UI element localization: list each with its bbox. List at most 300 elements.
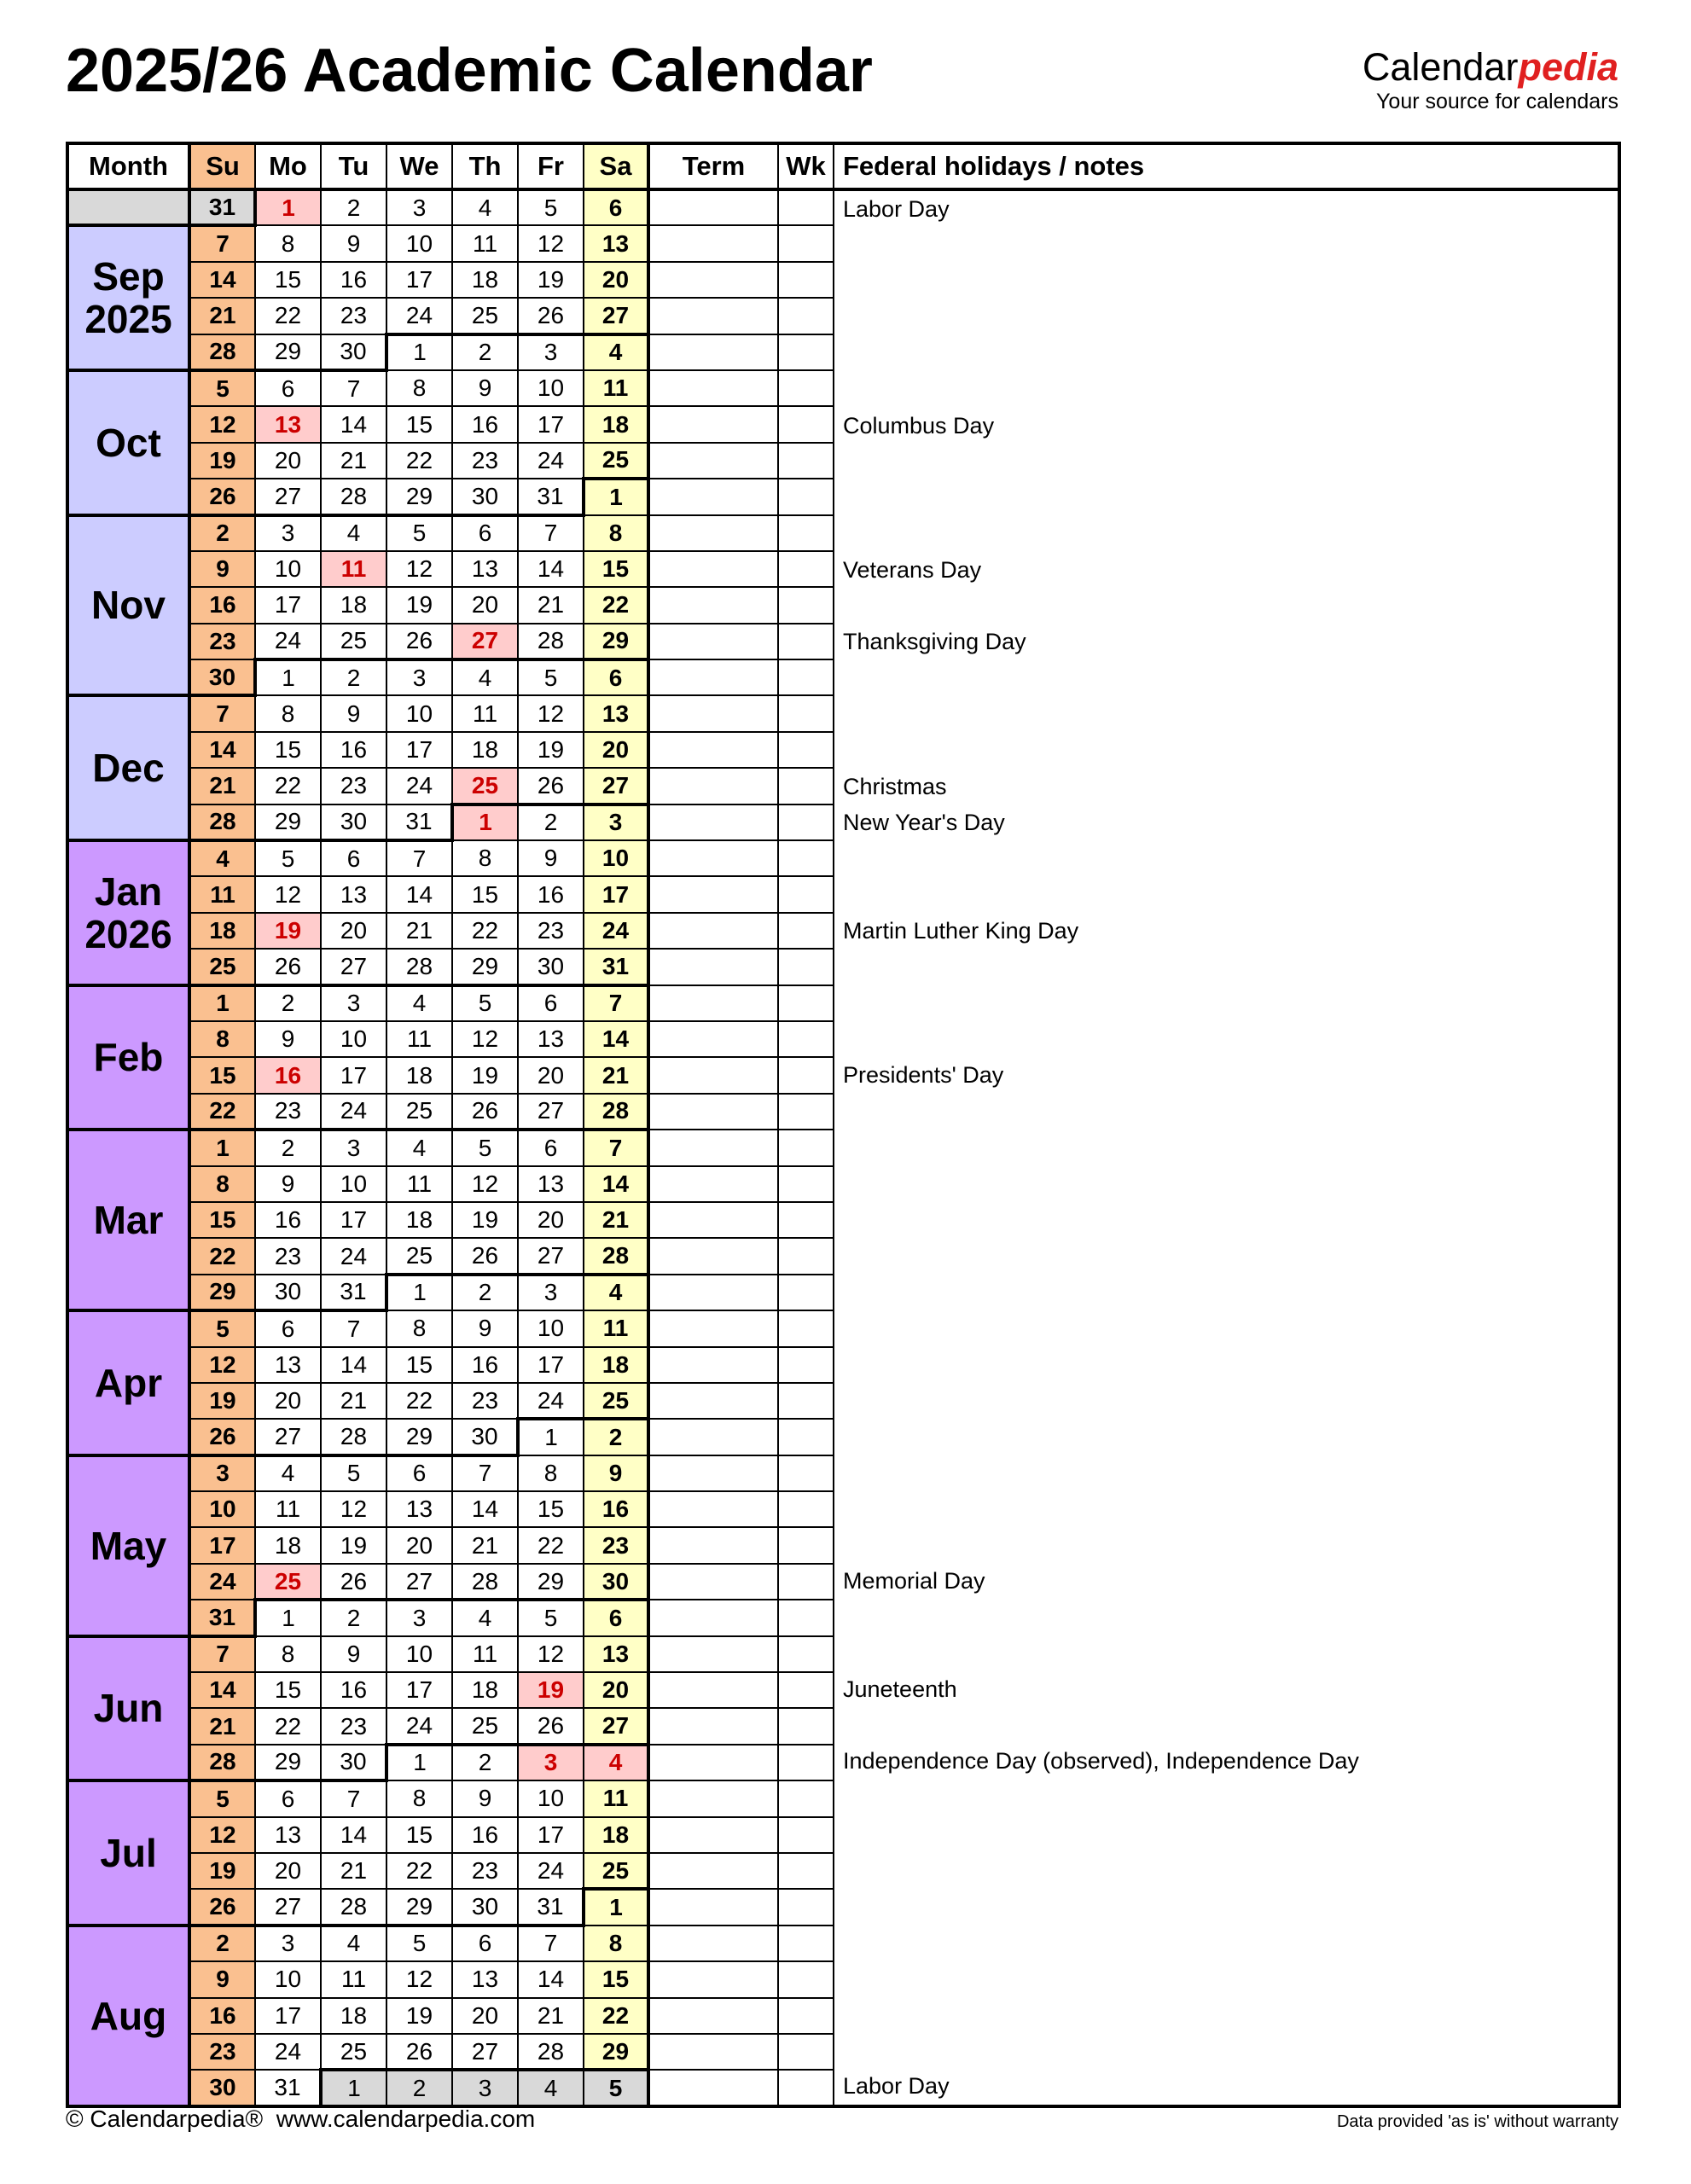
- day-cell: 23: [255, 1238, 321, 1274]
- day-cell: 31: [584, 949, 648, 985]
- month-label-line: Dec: [92, 746, 165, 791]
- day-cell: 5: [452, 985, 518, 1021]
- month-label-blank: [67, 189, 189, 225]
- day-cell: 23: [452, 443, 518, 479]
- day-cell: 13: [584, 1636, 648, 1672]
- day-cell: 28: [452, 1564, 518, 1600]
- day-cell: 12: [255, 876, 321, 912]
- day-cell: 26: [189, 1889, 255, 1925]
- day-cell: 25: [386, 1238, 452, 1274]
- day-cell: 19: [518, 1672, 584, 1708]
- day-cell: 2: [386, 2070, 452, 2106]
- day-cell: 22: [452, 913, 518, 949]
- day-cell: 25: [452, 1708, 518, 1744]
- day-cell: 19: [386, 587, 452, 623]
- day-cell: 23: [255, 1094, 321, 1130]
- day-cell: 2: [518, 804, 584, 840]
- day-cell: 31: [189, 1600, 255, 1635]
- term-cell: [648, 913, 778, 949]
- term-cell: [648, 1527, 778, 1563]
- day-cell: 22: [386, 1853, 452, 1889]
- day-cell: 26: [518, 298, 584, 334]
- day-cell: 26: [189, 1419, 255, 1455]
- day-cell: 6: [255, 370, 321, 406]
- day-cell: 7: [584, 1130, 648, 1165]
- day-cell: 20: [255, 1383, 321, 1419]
- day-cell: 8: [189, 1021, 255, 1057]
- day-cell: 11: [255, 1491, 321, 1527]
- term-cell: [648, 1745, 778, 1780]
- day-cell: 30: [518, 949, 584, 985]
- day-cell: 30: [321, 334, 386, 370]
- week-number-cell: [778, 949, 834, 985]
- day-cell: 11: [584, 370, 648, 406]
- day-cell: 3: [518, 1275, 584, 1310]
- day-cell: 9: [321, 1636, 386, 1672]
- day-cell: 27: [584, 298, 648, 334]
- day-cell: 24: [518, 443, 584, 479]
- day-cell: 2: [321, 659, 386, 695]
- day-cell: 4: [452, 1600, 518, 1635]
- day-cell: 5: [189, 370, 255, 406]
- term-cell: [648, 804, 778, 840]
- day-cell: 4: [452, 659, 518, 695]
- day-cell: 22: [584, 587, 648, 623]
- day-cell: 7: [321, 370, 386, 406]
- day-cell: 25: [452, 768, 518, 804]
- week-number-cell: [778, 189, 834, 225]
- week-number-cell: [778, 1780, 834, 1816]
- day-cell: 29: [386, 1419, 452, 1455]
- day-cell: 28: [189, 804, 255, 840]
- day-cell: 9: [255, 1021, 321, 1057]
- holiday-note: Presidents' Day: [843, 1062, 1004, 1089]
- day-cell: 11: [452, 1636, 518, 1672]
- day-cell: 3: [321, 985, 386, 1021]
- day-cell: 21: [584, 1202, 648, 1238]
- day-cell: 31: [255, 2070, 321, 2106]
- day-cell: 21: [518, 1998, 584, 2034]
- col-header-saturday: Sa: [584, 143, 648, 189]
- day-cell: 27: [386, 1564, 452, 1600]
- week-number-cell: [778, 1889, 834, 1925]
- day-cell: 4: [584, 334, 648, 370]
- day-cell: 15: [386, 1347, 452, 1383]
- day-cell: 11: [386, 1166, 452, 1202]
- day-cell: 13: [386, 1491, 452, 1527]
- logo-wordmark: [1363, 47, 1618, 87]
- day-cell: 6: [584, 1600, 648, 1635]
- week-number-cell: [778, 334, 834, 370]
- week-number-cell: [778, 1202, 834, 1238]
- day-cell: 15: [255, 1672, 321, 1708]
- day-cell: 16: [518, 876, 584, 912]
- day-cell: 19: [189, 443, 255, 479]
- term-cell: [648, 334, 778, 370]
- day-cell: 20: [386, 1527, 452, 1563]
- day-cell: 13: [321, 876, 386, 912]
- day-cell: 29: [518, 1564, 584, 1600]
- day-cell: 10: [255, 1961, 321, 1997]
- day-cell: 22: [386, 1383, 452, 1419]
- term-cell: [648, 1926, 778, 1961]
- week-number-cell: [778, 840, 834, 876]
- day-cell: 6: [584, 659, 648, 695]
- month-label-nov: [67, 515, 189, 696]
- day-cell: 15: [584, 1961, 648, 1997]
- week-number-cell: [778, 1527, 834, 1563]
- day-cell: 7: [584, 985, 648, 1021]
- week-number-cell: [778, 225, 834, 261]
- day-cell: 25: [386, 1094, 452, 1130]
- week-number-cell: [778, 1745, 834, 1780]
- day-cell: 6: [452, 1926, 518, 1961]
- week-number-cell: [778, 1491, 834, 1527]
- day-cell: 24: [584, 913, 648, 949]
- term-cell: [648, 1455, 778, 1491]
- day-cell: 17: [386, 262, 452, 298]
- day-cell: 29: [386, 479, 452, 514]
- day-cell: 24: [255, 624, 321, 659]
- day-cell: 4: [386, 1130, 452, 1165]
- day-cell: 11: [189, 876, 255, 912]
- day-cell: 1: [321, 2070, 386, 2106]
- holiday-note: Veterans Day: [843, 556, 982, 583]
- day-cell: 14: [189, 732, 255, 768]
- day-cell: 25: [321, 2034, 386, 2070]
- day-cell: 14: [584, 1166, 648, 1202]
- month-label-line: Aug: [90, 1993, 167, 2038]
- term-cell: [648, 1672, 778, 1708]
- day-cell: 28: [518, 624, 584, 659]
- day-cell: 4: [584, 1745, 648, 1780]
- col-header-monday: Mo: [255, 143, 321, 189]
- day-cell: 31: [321, 1275, 386, 1310]
- day-cell: 26: [386, 624, 452, 659]
- day-cell: 4: [189, 840, 255, 876]
- week-number-cell: [778, 2070, 834, 2106]
- day-cell: 16: [452, 406, 518, 442]
- day-cell: 4: [518, 2070, 584, 2106]
- day-cell: 21: [518, 587, 584, 623]
- day-cell: 10: [386, 1636, 452, 1672]
- day-cell: 28: [584, 1238, 648, 1274]
- day-cell: 1: [189, 985, 255, 1021]
- day-cell: 24: [386, 1708, 452, 1744]
- day-cell: 6: [255, 1780, 321, 1816]
- term-cell: [648, 1998, 778, 2034]
- week-number-cell: [778, 1021, 834, 1057]
- day-cell: 17: [518, 406, 584, 442]
- day-cell: 29: [189, 1275, 255, 1310]
- day-cell: 9: [584, 1455, 648, 1491]
- month-label-line: Jan: [94, 868, 163, 914]
- day-cell: 12: [386, 551, 452, 587]
- day-cell: 5: [321, 1455, 386, 1491]
- day-cell: 21: [386, 913, 452, 949]
- day-cell: 1: [189, 1130, 255, 1165]
- day-cell: 25: [584, 1383, 648, 1419]
- term-cell: [648, 370, 778, 406]
- day-cell: 13: [255, 1817, 321, 1853]
- day-cell: 14: [584, 1021, 648, 1057]
- day-cell: 3: [386, 189, 452, 225]
- day-cell: 2: [452, 1745, 518, 1780]
- day-cell: 3: [255, 515, 321, 551]
- term-cell: [648, 1853, 778, 1889]
- week-number-cell: [778, 876, 834, 912]
- day-cell: 1: [518, 1419, 584, 1455]
- week-number-cell: [778, 1130, 834, 1165]
- holiday-note: Labor Day: [843, 195, 950, 222]
- day-cell: 23: [321, 768, 386, 804]
- term-cell: [648, 189, 778, 225]
- day-cell: 23: [321, 1708, 386, 1744]
- day-cell: 20: [255, 443, 321, 479]
- term-cell: [648, 1780, 778, 1816]
- day-cell: 3: [386, 1600, 452, 1635]
- day-cell: 5: [255, 840, 321, 876]
- day-cell: 5: [386, 1926, 452, 1961]
- week-number-cell: [778, 1636, 834, 1672]
- day-cell: 8: [255, 695, 321, 731]
- day-cell: 19: [452, 1057, 518, 1093]
- day-cell: 13: [518, 1021, 584, 1057]
- week-number-cell: [778, 479, 834, 514]
- day-cell: 19: [452, 1202, 518, 1238]
- day-cell: 12: [189, 406, 255, 442]
- week-number-cell: [778, 1926, 834, 1961]
- term-cell: [648, 1708, 778, 1744]
- day-cell: 25: [452, 298, 518, 334]
- col-header-friday: Fr: [518, 143, 584, 189]
- day-cell: 1: [255, 189, 321, 225]
- day-cell: 20: [452, 1998, 518, 2034]
- day-cell: 15: [584, 551, 648, 587]
- day-cell: 16: [452, 1817, 518, 1853]
- day-cell: 22: [255, 768, 321, 804]
- col-header-notes: Federal holidays / notes: [834, 143, 1619, 189]
- term-cell: [648, 876, 778, 912]
- holiday-note: Labor Day: [843, 2073, 950, 2100]
- day-cell: 19: [189, 1853, 255, 1889]
- holiday-note: Thanksgiving Day: [843, 629, 1026, 655]
- term-cell: [648, 1275, 778, 1310]
- week-number-cell: [778, 1708, 834, 1744]
- day-cell: 6: [518, 1130, 584, 1165]
- month-label-may: [67, 1455, 189, 1636]
- day-cell: 14: [518, 551, 584, 587]
- day-cell: 20: [452, 587, 518, 623]
- logo-text-black: Calendar: [1362, 45, 1519, 89]
- day-cell: 18: [452, 732, 518, 768]
- day-cell: 12: [189, 1817, 255, 1853]
- day-cell: 15: [386, 1817, 452, 1853]
- day-cell: 30: [452, 1419, 518, 1455]
- week-number-cell: [778, 1564, 834, 1600]
- week-number-cell: [778, 804, 834, 840]
- day-cell: 29: [255, 1745, 321, 1780]
- day-cell: 16: [321, 262, 386, 298]
- term-cell: [648, 732, 778, 768]
- footer-disclaimer: Data provided 'as is' without warranty: [1336, 2112, 1618, 2131]
- day-cell: 11: [584, 1310, 648, 1346]
- month-label-line: 2026: [84, 911, 172, 956]
- day-cell: 18: [386, 1057, 452, 1093]
- day-cell: 25: [255, 1564, 321, 1600]
- day-cell: 6: [452, 515, 518, 551]
- term-cell: [648, 768, 778, 804]
- term-cell: [648, 1564, 778, 1600]
- day-cell: 7: [518, 515, 584, 551]
- term-cell: [648, 1094, 778, 1130]
- day-cell: 18: [386, 1202, 452, 1238]
- week-number-cell: [778, 2034, 834, 2070]
- day-cell: 29: [255, 334, 321, 370]
- day-cell: 12: [452, 1021, 518, 1057]
- term-cell: [648, 225, 778, 261]
- day-cell: 9: [321, 695, 386, 731]
- term-cell: [648, 262, 778, 298]
- day-cell: 16: [321, 1672, 386, 1708]
- term-cell: [648, 1202, 778, 1238]
- day-cell: 28: [189, 1745, 255, 1780]
- day-cell: 13: [452, 1961, 518, 1997]
- term-cell: [648, 1817, 778, 1853]
- week-number-cell: [778, 443, 834, 479]
- day-cell: 12: [518, 695, 584, 731]
- day-cell: 27: [452, 624, 518, 659]
- day-cell: 16: [452, 1347, 518, 1383]
- day-cell: 10: [584, 840, 648, 876]
- day-cell: 21: [321, 1853, 386, 1889]
- day-cell: 30: [189, 659, 255, 695]
- day-cell: 12: [189, 1347, 255, 1383]
- term-cell: [648, 985, 778, 1021]
- term-cell: [648, 1057, 778, 1093]
- day-cell: 24: [518, 1383, 584, 1419]
- day-cell: 8: [584, 515, 648, 551]
- day-cell: 5: [189, 1310, 255, 1346]
- day-cell: 27: [255, 1889, 321, 1925]
- day-cell: 18: [255, 1527, 321, 1563]
- day-cell: 25: [321, 624, 386, 659]
- term-cell: [648, 479, 778, 514]
- day-cell: 15: [518, 1491, 584, 1527]
- day-cell: 26: [189, 479, 255, 514]
- day-cell: 13: [518, 1166, 584, 1202]
- day-cell: 17: [321, 1057, 386, 1093]
- holiday-note: Columbus Day: [843, 412, 995, 439]
- day-cell: 8: [386, 1780, 452, 1816]
- day-cell: 24: [255, 2034, 321, 2070]
- day-cell: 9: [452, 370, 518, 406]
- term-cell: [648, 515, 778, 551]
- day-cell: 8: [386, 370, 452, 406]
- day-cell: 19: [518, 732, 584, 768]
- month-label-aug: [67, 1926, 189, 2106]
- day-cell: 25: [584, 443, 648, 479]
- day-cell: 20: [518, 1057, 584, 1093]
- day-cell: 27: [255, 479, 321, 514]
- week-number-cell: [778, 1600, 834, 1635]
- term-cell: [648, 1238, 778, 1274]
- day-cell: 22: [255, 1708, 321, 1744]
- term-cell: [648, 1889, 778, 1925]
- day-cell: 1: [386, 1275, 452, 1310]
- day-cell: 7: [386, 840, 452, 876]
- day-cell: 28: [189, 334, 255, 370]
- month-label-line: Mar: [93, 1198, 164, 1243]
- day-cell: 10: [321, 1021, 386, 1057]
- month-label-jul: [67, 1780, 189, 1926]
- day-cell: 3: [321, 1130, 386, 1165]
- term-cell: [648, 1636, 778, 1672]
- day-cell: 21: [189, 1708, 255, 1744]
- day-cell: 14: [452, 1491, 518, 1527]
- day-cell: 6: [386, 1455, 452, 1491]
- day-cell: 31: [518, 1889, 584, 1925]
- day-cell: 9: [189, 1961, 255, 1997]
- day-cell: 3: [584, 804, 648, 840]
- term-cell: [648, 443, 778, 479]
- term-cell: [648, 624, 778, 659]
- day-cell: 17: [189, 1527, 255, 1563]
- day-cell: 5: [518, 659, 584, 695]
- day-cell: 21: [189, 768, 255, 804]
- day-cell: 4: [321, 515, 386, 551]
- day-cell: 9: [452, 1780, 518, 1816]
- day-cell: 17: [584, 876, 648, 912]
- day-cell: 30: [452, 1889, 518, 1925]
- day-cell: 24: [386, 768, 452, 804]
- day-cell: 18: [189, 913, 255, 949]
- day-cell: 20: [255, 1853, 321, 1889]
- term-cell: [648, 1383, 778, 1419]
- day-cell: 18: [584, 406, 648, 442]
- logo-tagline: Your source for calendars: [1376, 90, 1618, 114]
- day-cell: 8: [518, 1455, 584, 1491]
- day-cell: 27: [584, 1708, 648, 1744]
- day-cell: 11: [452, 225, 518, 261]
- day-cell: 20: [321, 913, 386, 949]
- month-label-jun: [67, 1636, 189, 1781]
- term-cell: [648, 1419, 778, 1455]
- term-cell: [648, 659, 778, 695]
- day-cell: 21: [321, 443, 386, 479]
- term-cell: [648, 1166, 778, 1202]
- holiday-note: Christmas: [843, 773, 947, 799]
- day-cell: 11: [584, 1780, 648, 1816]
- day-cell: 3: [518, 334, 584, 370]
- day-cell: 17: [386, 732, 452, 768]
- day-cell: 7: [189, 225, 255, 261]
- day-cell: 21: [452, 1527, 518, 1563]
- day-cell: 7: [518, 1926, 584, 1961]
- day-cell: 5: [584, 2070, 648, 2106]
- day-cell: 26: [321, 1564, 386, 1600]
- day-cell: 4: [584, 1275, 648, 1310]
- day-cell: 10: [518, 370, 584, 406]
- day-cell: 13: [255, 406, 321, 442]
- week-number-cell: [778, 985, 834, 1021]
- day-cell: 26: [255, 949, 321, 985]
- day-cell: 17: [518, 1347, 584, 1383]
- day-cell: 13: [255, 1347, 321, 1383]
- holiday-note: Independence Day (observed), Independence Day: [843, 1748, 1359, 1774]
- day-cell: 23: [189, 624, 255, 659]
- day-cell: 22: [584, 1998, 648, 2034]
